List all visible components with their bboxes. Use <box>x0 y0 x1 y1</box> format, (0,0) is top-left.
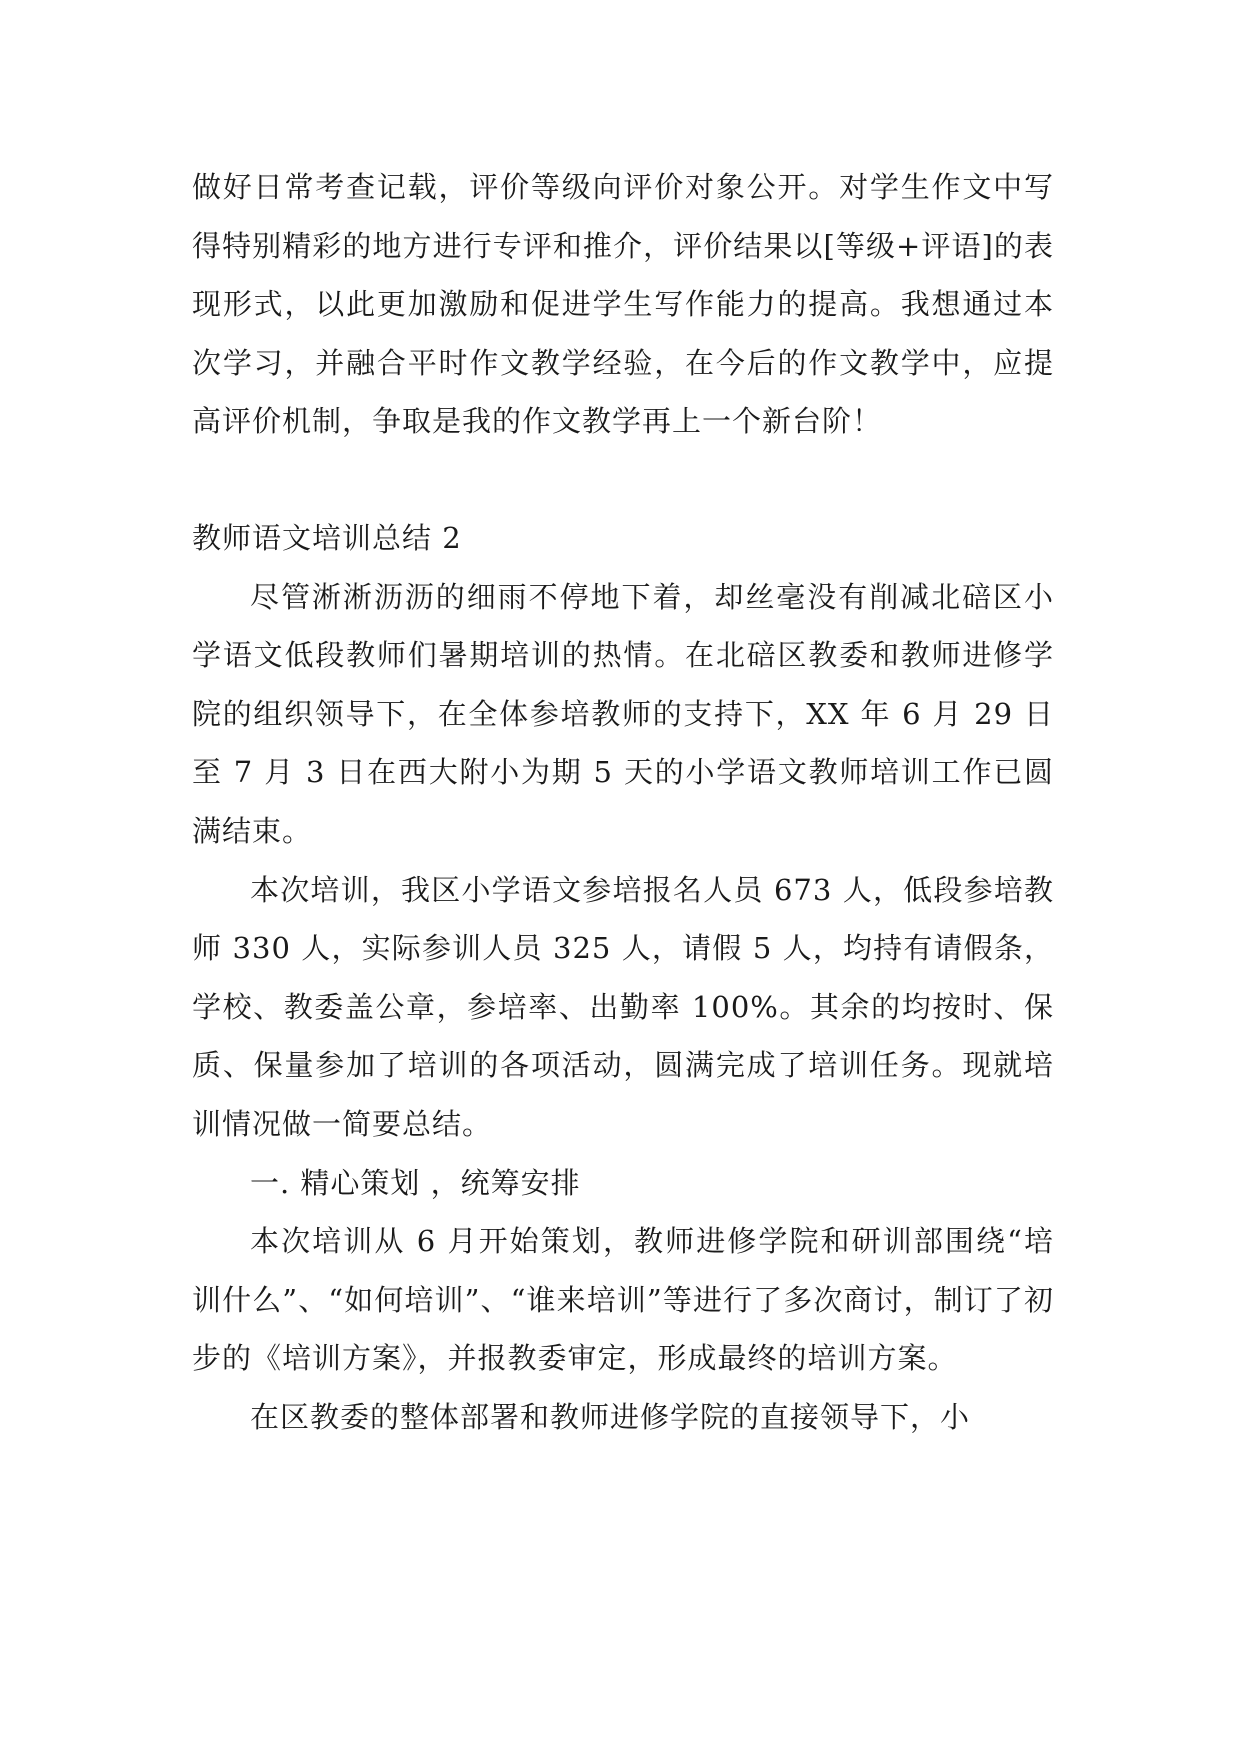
body-paragraph-2: 本次培训，我区小学语文参培报名人员 673 人，低段参培教师 330 人，实际参训人员 325 人，请假 5 人，均持有请假条，学校、教委盖公章，参培率、出勤率 100%。其余的均按时、保质、保量参加了培训的各项活动，圆满完成了培训任务。现就培训情况做一简要总结。 <box>192 872 1054 1141</box>
document-body <box>192 158 1054 1446</box>
intro-paragraph: 做好日常考查记载，评价等级向评价对象公开。对学生作文中写得特别精彩的地方进行专评和推介，评价结果以[等级+评语]的表现形式，以此更加激励和促进学生写作能力的提高。我想通过本次学习，并融合平时作文教学经验，在今后的作文教学中，应提高评价机制，争取是我的作文教学再上一个新台阶！ <box>192 170 1054 439</box>
subheading-1: 一. 精心策划 ，统筹安排 <box>250 1165 581 1200</box>
body-paragraph-3: 本次培训从 6 月开始策划，教师进修学院和研训部围绕“培训什么”、“如何培训”、“谁来培训”等进行了多次商讨，制订了初步的《培训方案》，并报教委审定，形成最终的培训方案。 <box>192 1224 1054 1376</box>
body-paragraph-1: 尽管淅淅沥沥的细雨不停地下着，却丝毫没有削减北碚区小学语文低段教师们暑期培训的热情。在北碚区教委和教师进修学院的组织领导下，在全体参培教师的支持下，XX 年 6 月 29 日至 7 月 3 日在西大附小为期 5 天的小学语文教师培训工作已圆满结束。 <box>192 579 1054 848</box>
body-paragraph-4: 在区教委的整体部署和教师进修学院的直接领导下，小 <box>250 1399 971 1434</box>
section-title: 教师语文培训总结 2 <box>192 520 462 555</box>
